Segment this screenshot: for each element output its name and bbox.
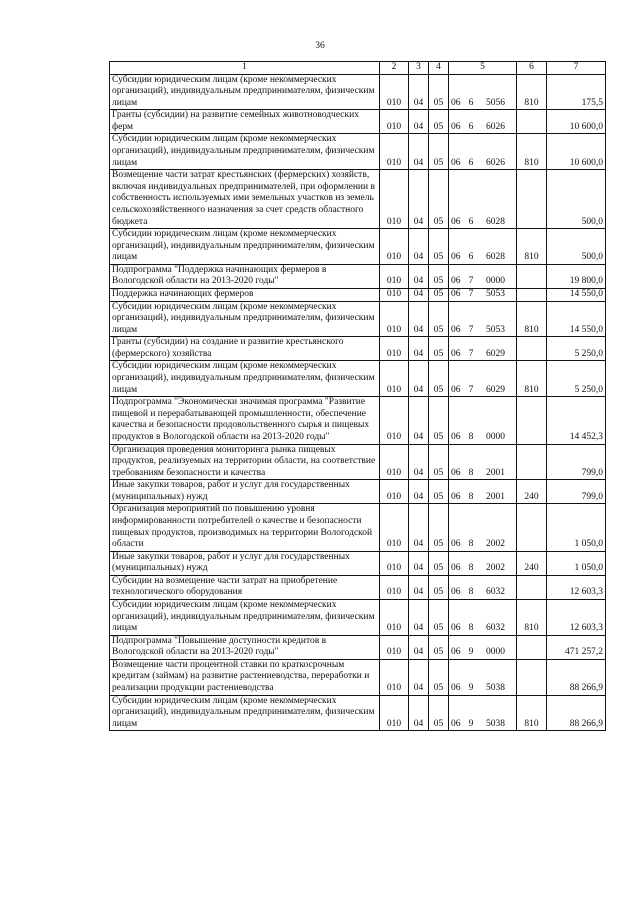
target-article-program: 06 [451,467,461,478]
target-article-item: 6026 [486,121,505,132]
target-article-cell [449,264,517,288]
subsection-code-cell: 05 [429,504,449,551]
expense-type-cell: 810 [517,301,547,337]
amount-cell: 500,0 [547,229,606,265]
target-article-item: 6032 [486,587,505,598]
amount-cell: 1 050,0 [547,504,606,551]
target-article-subprogram: 9 [468,683,474,694]
expense-type-cell [517,337,547,361]
header-cell-6: 6 [517,62,547,75]
subsection-code-cell: 05 [429,659,449,695]
header-cell-2: 2 [380,62,409,75]
target-article-subprogram: 7 [468,324,474,335]
target-article-program: 06 [451,718,461,729]
amount-cell: 799,0 [547,444,606,480]
section-code-cell: 04 [409,504,429,551]
expense-type-cell: 810 [517,74,547,110]
expense-type-cell [517,264,547,288]
header-row [110,62,606,75]
target-article-subprogram: 8 [468,431,474,442]
ministry-code-cell: 010 [380,170,409,229]
subsection-code-cell: 05 [429,264,449,288]
target-article-subprogram: 8 [468,587,474,598]
table-row [110,444,606,480]
target-article-subprogram: 7 [468,384,474,395]
expense-type-cell: 810 [517,600,547,636]
target-article-subprogram: 9 [468,718,474,729]
target-article-item: 2001 [486,491,505,502]
target-article-program: 06 [451,431,461,442]
target-article-cell [449,74,517,110]
amount-cell: 14 452,3 [547,397,606,444]
section-code-cell: 04 [409,229,429,265]
target-article-subprogram: 7 [468,348,474,359]
table-row [110,695,606,731]
ministry-code-cell: 010 [380,444,409,480]
expense-type-cell: 810 [517,361,547,397]
target-article-item: 2002 [486,563,505,574]
target-article-item: 2002 [486,539,505,550]
amount-cell: 10 600,0 [547,110,606,134]
target-article-subprogram: 8 [468,491,474,502]
target-article-item: 0000 [486,276,505,287]
ministry-code-cell: 010 [380,264,409,288]
amount-cell: 12 603,3 [547,575,606,599]
row-name-cell: Возмещение части процентной ставки по краткосрочным кредитам (займам) на развитие растениеводства, переработки и реализации продукции растениеводства [110,659,380,695]
target-article-cell [449,397,517,444]
target-article-item: 6029 [486,348,505,359]
target-article-subprogram: 8 [468,623,474,634]
subsection-code-cell: 05 [429,170,449,229]
table-body [110,74,606,731]
target-article-program: 06 [451,97,461,108]
expense-type-cell [517,397,547,444]
table-row [110,74,606,110]
target-article-program: 06 [451,324,461,335]
row-name-cell: Подпрограмма "Поддержка начинающих фермеров в Вологодской области на 2013-2020 годы" [110,264,380,288]
amount-cell: 5 250,0 [547,337,606,361]
expense-type-cell [517,444,547,480]
section-code-cell: 04 [409,695,429,731]
target-article-item: 6028 [486,252,505,263]
target-article-subprogram: 6 [468,216,474,227]
table-row [110,301,606,337]
row-name-cell: Субсидии юридическим лицам (кроме некоммерческих организаций), индивидуальным предпринимателям, физическим лицам [110,361,380,397]
subsection-code-cell: 05 [429,288,449,301]
target-article-program: 06 [451,252,461,263]
amount-cell: 19 800,0 [547,264,606,288]
target-article-program: 06 [451,587,461,598]
section-code-cell: 04 [409,288,429,301]
row-name-cell: Возмещение части затрат крестьянских (фермерских) хозяйств, включая индивидуальных предпринимателей, при оформлении в собственность используемых ими земельных участков из земель сельскохозяйственного назначения за счет средств областного бюджета [110,170,380,229]
section-code-cell: 04 [409,337,429,361]
target-article-item: 0000 [486,647,505,658]
section-code-cell: 04 [409,480,429,504]
target-article-cell [449,575,517,599]
subsection-code-cell: 05 [429,361,449,397]
expense-type-cell: 240 [517,551,547,575]
target-article-program: 06 [451,539,461,550]
section-code-cell: 04 [409,361,429,397]
target-article-program: 06 [451,288,461,299]
header-cell-3: 3 [409,62,429,75]
row-name-cell: Организация проведения мониторинга рынка пищевых продуктов, реализуемых на территории области, на соответствие требованиям безопасности и качества [110,444,380,480]
target-article-program: 06 [451,348,461,359]
page-number: 36 [315,41,325,51]
target-article-cell [449,480,517,504]
row-name-cell: Субсидии юридическим лицам (кроме некоммерческих организаций), индивидуальным предпринимателям, физическим лицам [110,229,380,265]
target-article-subprogram: 6 [468,252,474,263]
ministry-code-cell: 010 [380,301,409,337]
amount-cell: 1 050,0 [547,551,606,575]
target-article-program: 06 [451,384,461,395]
table-row [110,229,606,265]
expense-type-cell: 810 [517,695,547,731]
table-row [110,361,606,397]
target-article-cell [449,301,517,337]
row-name-cell: Субсидии юридическим лицам (кроме некоммерческих организаций), индивидуальным предпринимателям, физическим лицам [110,695,380,731]
row-name-cell: Организация мероприятий по повышению уровня информированности потребителей о качестве и безопасности пищевых продуктов, производимых на территории Вологодской области [110,504,380,551]
amount-cell: 175,5 [547,74,606,110]
table-row [110,134,606,170]
ministry-code-cell: 010 [380,504,409,551]
target-article-subprogram: 7 [468,288,474,299]
target-article-item: 5038 [486,718,505,729]
target-article-subprogram: 9 [468,647,474,658]
target-article-item: 2001 [486,467,505,478]
target-article-program: 06 [451,216,461,227]
target-article-subprogram: 8 [468,467,474,478]
subsection-code-cell: 05 [429,551,449,575]
amount-cell: 799,0 [547,480,606,504]
amount-cell: 14 550,0 [547,288,606,301]
target-article-item: 5038 [486,683,505,694]
table-row [110,600,606,636]
target-article-cell [449,635,517,659]
row-name-cell: Гранты (субсидии) на создание и развитие крестьянского (фермерского) хозяйства [110,337,380,361]
target-article-subprogram: 8 [468,539,474,550]
target-article-program: 06 [451,683,461,694]
target-article-subprogram: 8 [468,563,474,574]
subsection-code-cell: 05 [429,110,449,134]
table-row [110,551,606,575]
ministry-code-cell: 010 [380,600,409,636]
row-name-cell: Гранты (субсидии) на развитие семейных животноводческих ферм [110,110,380,134]
section-code-cell: 04 [409,659,429,695]
table-row [110,575,606,599]
target-article-program: 06 [451,647,461,658]
subsection-code-cell: 05 [429,337,449,361]
subsection-code-cell: 05 [429,444,449,480]
target-article-subprogram: 7 [468,276,474,287]
row-name-cell: Субсидии юридическим лицам (кроме некоммерческих организаций), индивидуальным предпринимателям, физическим лицам [110,301,380,337]
target-article-item: 6028 [486,216,505,227]
section-code-cell: 04 [409,301,429,337]
ministry-code-cell: 010 [380,635,409,659]
target-article-program: 06 [451,563,461,574]
ministry-code-cell: 010 [380,575,409,599]
target-article-item: 5053 [486,288,505,299]
expense-type-cell: 810 [517,134,547,170]
section-code-cell: 04 [409,397,429,444]
row-name-cell: Иные закупки товаров, работ и услуг для государственных (муниципальных) нужд [110,551,380,575]
ministry-code-cell: 010 [380,480,409,504]
target-article-subprogram: 6 [468,121,474,132]
subsection-code-cell: 05 [429,134,449,170]
row-name-cell: Субсидии юридическим лицам (кроме некоммерческих организаций), индивидуальным предпринимателям, физическим лицам [110,600,380,636]
table-row [110,288,606,301]
header-cell-1: 1 [110,62,380,75]
section-code-cell: 04 [409,635,429,659]
subsection-code-cell: 05 [429,397,449,444]
ministry-code-cell: 010 [380,134,409,170]
target-article-subprogram: 6 [468,97,474,108]
target-article-cell [449,504,517,551]
target-article-cell [449,170,517,229]
subsection-code-cell: 05 [429,301,449,337]
expense-type-cell [517,575,547,599]
budget-table [109,61,606,731]
subsection-code-cell: 05 [429,480,449,504]
target-article-program: 06 [451,491,461,502]
target-article-program: 06 [451,157,461,168]
section-code-cell: 04 [409,264,429,288]
row-name-cell: Подпрограмма "Повышение доступности кредитов в Вологодской области на 2013-2020 годы" [110,635,380,659]
section-code-cell: 04 [409,444,429,480]
target-article-item: 6026 [486,157,505,168]
table-row [110,170,606,229]
section-code-cell: 04 [409,134,429,170]
target-article-item: 6032 [486,623,505,634]
subsection-code-cell: 05 [429,575,449,599]
expense-type-cell [517,504,547,551]
target-article-item: 0000 [486,431,505,442]
target-article-cell [449,134,517,170]
amount-cell: 5 250,0 [547,361,606,397]
section-code-cell: 04 [409,575,429,599]
table-row [110,635,606,659]
target-article-cell [449,659,517,695]
expense-type-cell: 240 [517,480,547,504]
target-article-item: 6029 [486,384,505,395]
row-name-cell: Подпрограмма "Экономически значимая программа "Развитие пищевой и перерабатывающей промышленности, обеспечение качества и безопасности продовольственного сырья и пищевых продуктов в Вологодской области на 2013-2020 годы" [110,397,380,444]
target-article-program: 06 [451,121,461,132]
section-code-cell: 04 [409,551,429,575]
row-name-cell: Иные закупки товаров, работ и услуг для государственных (муниципальных) нужд [110,480,380,504]
amount-cell: 471 257,2 [547,635,606,659]
header-cell-4: 4 [429,62,449,75]
amount-cell: 14 550,0 [547,301,606,337]
target-article-program: 06 [451,276,461,287]
subsection-code-cell: 05 [429,229,449,265]
subsection-code-cell: 05 [429,635,449,659]
table-row [110,504,606,551]
target-article-cell [449,110,517,134]
subsection-code-cell: 05 [429,600,449,636]
target-article-item: 5053 [486,324,505,335]
subsection-code-cell: 05 [429,695,449,731]
expense-type-cell [517,635,547,659]
table-row [110,264,606,288]
target-article-cell [449,337,517,361]
target-article-cell [449,551,517,575]
target-article-program: 06 [451,623,461,634]
section-code-cell: 04 [409,74,429,110]
expense-type-cell [517,170,547,229]
table-row [110,397,606,444]
target-article-cell [449,695,517,731]
ministry-code-cell: 010 [380,361,409,397]
ministry-code-cell: 010 [380,288,409,301]
target-article-cell [449,444,517,480]
expense-type-cell [517,288,547,301]
target-article-item: 5056 [486,97,505,108]
row-name-cell: Поддержка начинающих фермеров [110,288,380,301]
amount-cell: 10 600,0 [547,134,606,170]
row-name-cell: Субсидии юридическим лицам (кроме некоммерческих организаций), индивидуальным предпринимателям, физическим лицам [110,134,380,170]
amount-cell: 12 603,3 [547,600,606,636]
ministry-code-cell: 010 [380,397,409,444]
ministry-code-cell: 010 [380,74,409,110]
table-row [110,659,606,695]
amount-cell: 88 266,9 [547,659,606,695]
amount-cell: 500,0 [547,170,606,229]
ministry-code-cell: 010 [380,337,409,361]
table-row [110,337,606,361]
target-article-cell [449,288,517,301]
target-article-cell [449,361,517,397]
ministry-code-cell: 010 [380,110,409,134]
ministry-code-cell: 010 [380,695,409,731]
header-cell-7: 7 [547,62,606,75]
header-cell-5: 5 [449,62,517,75]
section-code-cell: 04 [409,110,429,134]
target-article-subprogram: 6 [468,157,474,168]
section-code-cell: 04 [409,170,429,229]
ministry-code-cell: 010 [380,659,409,695]
expense-type-cell [517,110,547,134]
target-article-cell [449,600,517,636]
section-code-cell: 04 [409,600,429,636]
row-name-cell: Субсидии юридическим лицам (кроме некоммерческих организаций), индивидуальным предпринимателям, физическим лицам [110,74,380,110]
expense-type-cell: 810 [517,229,547,265]
amount-cell: 88 266,9 [547,695,606,731]
subsection-code-cell: 05 [429,74,449,110]
ministry-code-cell: 010 [380,551,409,575]
target-article-cell [449,229,517,265]
ministry-code-cell: 010 [380,229,409,265]
table-row [110,110,606,134]
row-name-cell: Субсидии на возмещение части затрат на приобретение технологического оборудования [110,575,380,599]
expense-type-cell [517,659,547,695]
table-row [110,480,606,504]
